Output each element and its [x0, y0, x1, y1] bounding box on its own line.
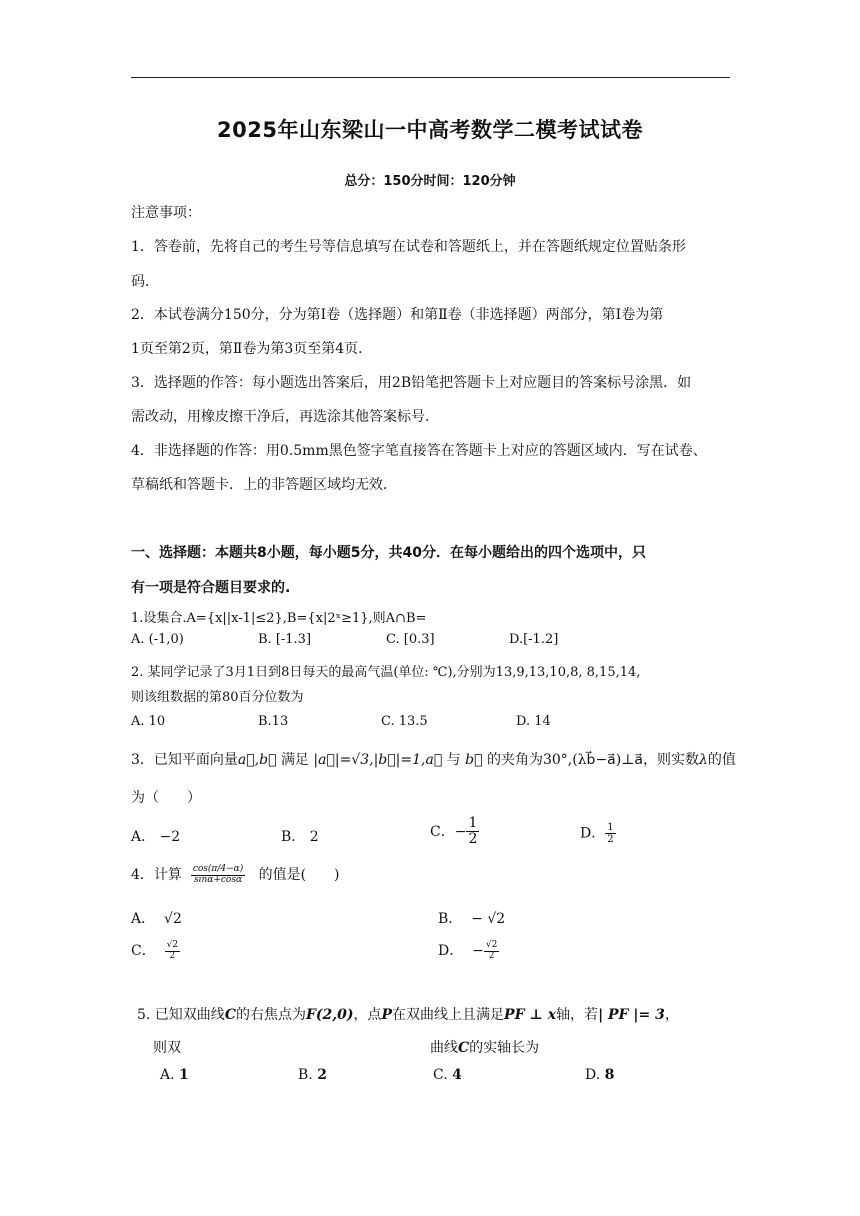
q4-option-c: C． $\frac{√2}{2}$ — [131, 939, 179, 961]
q3-option-c: C．− $\frac{1}{2}$ — [430, 815, 478, 848]
q5-option-c: C. 4 — [433, 1067, 462, 1083]
q5-stem-cont: 则双 — [153, 1040, 181, 1056]
fraction: $\frac{\cos(\pi/4-\alpha)}{\sin\alpha+\cos\alpha}$ — [192, 863, 244, 885]
q4-option-a: A． √2 — [131, 911, 182, 927]
q1-option-b: B. [-1.3] — [258, 632, 312, 647]
q5-option-b: B. 2 — [298, 1067, 327, 1083]
q3-option-a: A． −2 — [131, 829, 181, 845]
section1-heading-cont: 有一项是符合题目要求的. — [131, 580, 291, 596]
notice-line: 需改动，用橡皮擦干净后，再选涂其他答案标号． — [131, 409, 439, 425]
q2-option-b: B.13 — [258, 714, 289, 729]
notice-line: 1．答卷前，先将自己的考生号等信息填写在试卷和答题纸上，并在答题纸规定位置贴条形 — [131, 239, 686, 255]
q3-stem-cont: 为（ ） — [131, 790, 201, 806]
q1-stem: 1.设集合.A={x||x-1|≤2},B={x|2ˣ≥1},则A∩B= — [131, 611, 427, 626]
q5-option-d: D. 8 — [585, 1067, 615, 1083]
notice-line: 草稿纸和答题卡．上的非答题区域均无效． — [131, 477, 397, 493]
fraction: $\frac{√2}{2}$ — [166, 939, 179, 961]
header-rule — [131, 77, 730, 78]
q2-stem-cont: 则该组数据的第80百分位数为 — [131, 690, 304, 705]
fraction: $\frac{1}{2}$ — [468, 815, 478, 848]
notice-line: 码． — [131, 274, 159, 290]
fraction: $\frac{1}{2}$ — [607, 822, 614, 845]
fraction: $\frac{√2}{2}$ — [485, 939, 498, 961]
notice-line: 2．本试卷满分150分，分为第Ⅰ卷（选择题）和第Ⅱ卷（非选择题）两部分，第Ⅰ卷为第 — [131, 307, 664, 323]
q1-option-a: A. (-1,0) — [131, 632, 184, 647]
q2-stem: 2. 某同学记录了3月1日到8日每天的最高气温(单位: ℃),分别为13,9,13,10,8, 8,15,14, — [131, 665, 641, 680]
notice-line: 1页至第2页，第Ⅱ卷为第3页至第4页． — [131, 341, 373, 357]
q4-stem: 4．计算 $\frac{\cos(\pi/4-\alpha)}{\sin\alpha+\cos\alpha}$ 的值是( ) — [131, 863, 340, 885]
q5-stem: 5. 已知双曲线C的右焦点为F(2,0)，点P在双曲线上且满足PF ⊥ x轴，若| PF |= 3， — [137, 1007, 679, 1023]
q2-option-d: D. 14 — [516, 714, 551, 729]
exam-title: 2025年山东梁山一中高考数学二模考试试卷 — [217, 118, 643, 142]
q2-option-c: C. 13.5 — [381, 714, 428, 729]
q4-option-d: D． − $\frac{√2}{2}$ — [438, 939, 498, 961]
q1-option-d: D.[-1.2] — [509, 632, 559, 647]
notice-line: 4．非选择题的作答：用0.5mm黑色签字笔直接答在答题卡上对应的答题区域内．写在试卷、 — [131, 443, 707, 459]
q3-stem: 3．已知平面向量a⃗,b⃗ 满足 |a⃗|=√3,|b⃗|=1,a⃗ 与 b⃗ 的夹角为30°,(λb⃗−a⃗)⊥a⃗，则实数λ的值 — [131, 752, 736, 768]
exam-subtitle: 总分：150分时间：120分钟 — [344, 174, 516, 189]
notice-heading: 注意事项： — [131, 205, 201, 221]
q5-option-a: A. 1 — [160, 1067, 189, 1083]
q3-option-b: B． 2 — [281, 829, 319, 845]
section1-heading: 一、选择题：本题共8小题，每小题5分，共40分．在每小题给出的四个选项中，只 — [131, 545, 646, 561]
q1-option-c: C. [0.3] — [386, 632, 435, 647]
q4-option-b: B． − √2 — [438, 911, 506, 927]
q3-option-d: D． $\frac{1}{2}$ — [580, 822, 614, 845]
q2-option-a: A. 10 — [131, 714, 166, 729]
q5-stem-cont: 曲线C的实轴长为 — [430, 1040, 540, 1056]
notice-line: 3．选择题的作答：每小题选出答案后，用2B铅笔把答题卡上对应题目的答案标号涂黑．如 — [131, 375, 692, 391]
